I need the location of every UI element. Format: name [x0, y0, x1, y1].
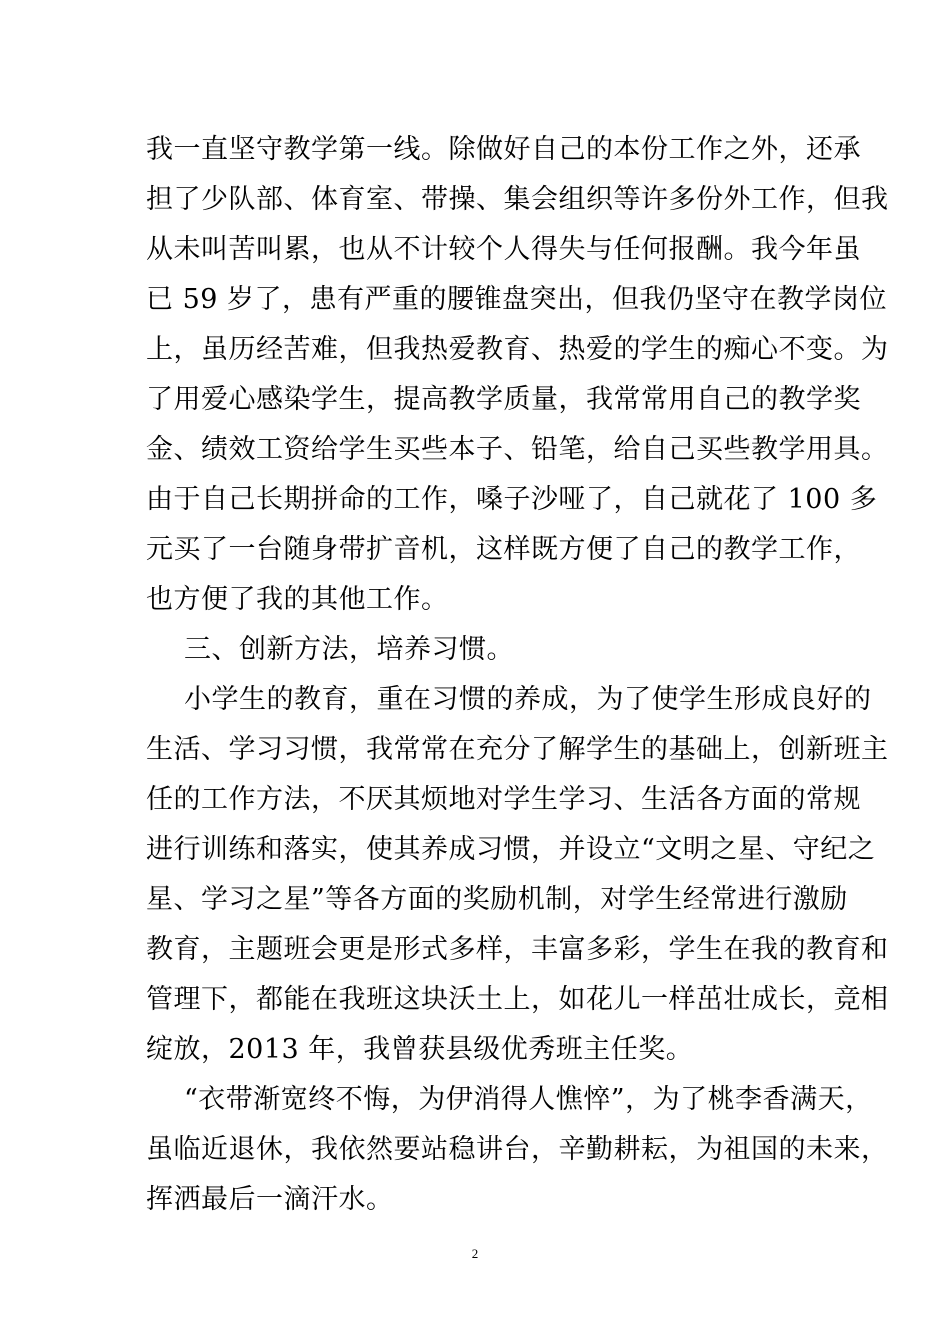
text-line: 已 59 岁了，患有严重的腰锥盘突出，但我仍坚守在教学岗位 [146, 284, 888, 315]
text-line: 绽放，2013 年，我曾获县级优秀班主任奖。 [146, 1034, 694, 1065]
text-line: “衣带渐宽终不悔，为伊消得人憔悴”，为了桃李香满天， [184, 1084, 873, 1115]
text-line: 担了少队部、体育室、带操、集会组织等许多份外工作，但我 [146, 184, 889, 215]
page-number: 2 [471, 1246, 479, 1261]
section-heading: 三、创新方法，培养习惯。 [184, 634, 514, 665]
text-line: 由于自己长期拼命的工作，嗓子沙哑了，自己就花了 100 多 [146, 484, 878, 515]
text-line: 星、学习之星”等各方面的奖励机制，对学生经常进行激励 [146, 884, 848, 915]
text-line: 元买了一台随身带扩音机，这样既方便了自己的教学工作， [146, 534, 861, 565]
text-line: 上，虽历经苦难，但我热爱教育、热爱的学生的痴心不变。为 [146, 334, 889, 365]
text-line: 了用爱心感染学生，提高教学质量，我常常用自己的教学奖 [146, 384, 861, 415]
text-line: 管理下，都能在我班这块沃土上，如花儿一样茁壮成长，竞相 [146, 984, 889, 1015]
text-line: 我一直坚守教学第一线。除做好自己的本份工作之外，还承 [146, 134, 861, 165]
text-line: 生活、学习习惯，我常常在充分了解学生的基础上，创新班主 [146, 734, 889, 765]
text-line: 小学生的教育，重在习惯的养成，为了使学生形成良好的 [184, 684, 872, 715]
text-line: 教育，主题班会更是形式多样，丰富多彩，学生在我的教育和 [146, 934, 889, 965]
text-line: 金、绩效工资给学生买些本子、铅笔，给自己买些教学用具。 [146, 434, 889, 465]
text-line: 进行训练和落实，使其养成习惯，并设立“文明之星、守纪之 [146, 834, 876, 865]
text-line: 也方便了我的其他工作。 [146, 584, 449, 615]
text-line: 挥洒最后一滴汗水。 [146, 1184, 394, 1215]
text-line: 从未叫苦叫累，也从不计较个人得失与任何报酬。我今年虽 [146, 234, 861, 265]
text-line: 任的工作方法，不厌其烦地对学生学习、生活各方面的常规 [146, 784, 861, 815]
text-line: 虽临近退休，我依然要站稳讲台，辛勤耕耘，为祖国的未来， [146, 1134, 889, 1165]
